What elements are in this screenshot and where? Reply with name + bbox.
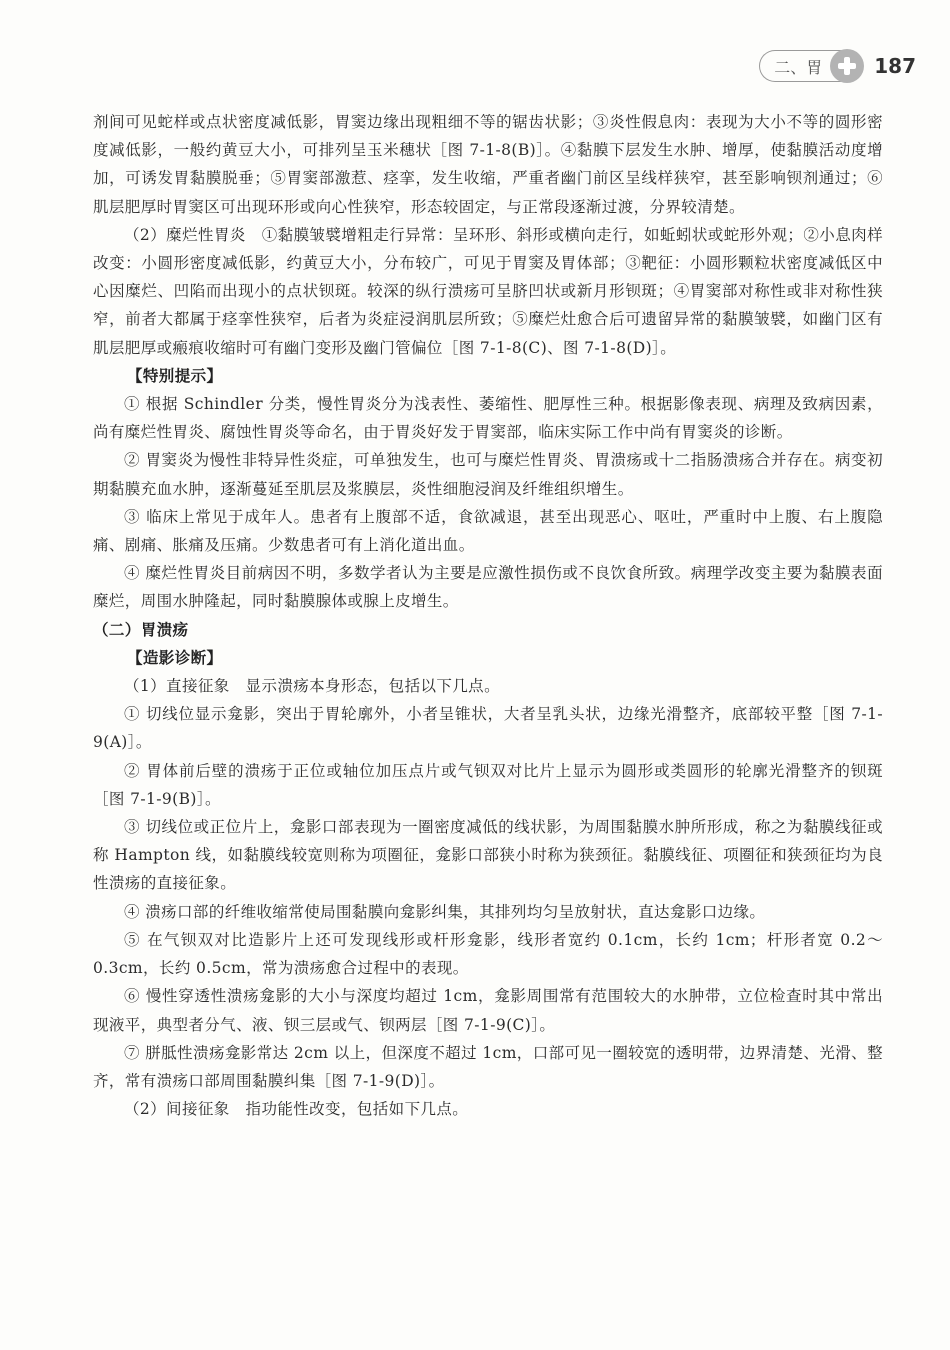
paragraph: （2）糜烂性胃炎 ①黏膜皱襞增粗走行异常：呈环形、斜形或横向走行，如蚯蚓状或蛇形外观；②小息肉样改变：小圆形密度减低影，约黄豆大小，分布较广，可见于胃窦及胃体部；③靶征：小圆形颗粒状密度减低区中心因糜烂、凹陷而出现小的点状钡斑。较深的纵行溃疡可呈脐凹状或新月形钡斑；④胃窦部对称性或非对称性狭窄，前者大都属于痉挛性狭窄，后者为炎症浸润肌层所致；⑤糜烂灶愈合后可遗留异常的黏膜皱襞，如幽门区有肌层肥厚或瘢痕收缩时可有幽门变形及幽门管偏位［图 7-1-8(C)、图 7-1-8(D)］。 bbox=[93, 225, 883, 357]
paragraph: ② 胃窦炎为慢性非特异性炎症，可单独发生，也可与糜烂性胃炎、胃溃疡或十二指肠溃疡合并存在。病变初期黏膜充血水肿，逐渐蔓延至肌层及浆膜层，炎性细胞浸润及纤维组织增生。 bbox=[93, 451, 883, 498]
paragraph: ④ 溃疡口部的纤维收缩常使局围黏膜向龛影纠集，其排列均匀呈放射状，直达龛影口边缘。 bbox=[124, 902, 766, 921]
paragraph: 剂间可见蛇样或点状密度减低影，胃窦边缘出现粗细不等的锯齿状影；③炎性假息肉：表现为大小不等的圆形密度减低影，一般约黄豆大小，可排列呈玉米穗状［图 7-1-8(B)］。④黏膜下层发生水肿、增厚，使黏膜活动度增加，可诱发胃黏膜脱垂；⑤胃窦部激惹、痉挛，发生收缩，严重者幽门前区呈线样狭窄，甚至影响钡剂通过；⑥肌层肥厚时胃窦区可出现环形或向心性狭窄，形态较固定，与正常段逐渐过渡，分界较清楚。 bbox=[93, 113, 883, 216]
paragraph: ⑦ 胼胝性溃疡龛影常达 2cm 以上，但深度不超过 1cm，口部可见一圈较宽的透明带，边界清楚、光滑、整齐，常有溃疡口部周围黏膜纠集［图 7-1-9(D)］。 bbox=[93, 1043, 883, 1090]
page-number: 187 bbox=[874, 54, 916, 78]
diagnosis-label: 【造影诊断】 bbox=[127, 648, 223, 667]
plus-icon bbox=[830, 49, 864, 83]
paragraph: ② 胃体前后壁的溃疡于正位或轴位加压点片或气钡双对比片上显示为圆形或类圆形的轮廓光滑整齐的钡斑［图 7-1-9(B)］。 bbox=[93, 761, 883, 808]
paragraph: ① 切线位显示龛影，突出于胃轮廓外，小者呈锥状，大者呈乳头状，边缘光滑整齐，底部较平整［图 7-1-9(A)］。 bbox=[93, 705, 883, 752]
paragraph: ⑥ 慢性穿透性溃疡龛影的大小与深度均超过 1cm，龛影周围常有范围较大的水肿带，立位检查时其中常出现液平，典型者分气、液、钡三层或气、钡两层［图 7-1-9(C)］。 bbox=[93, 987, 883, 1034]
section-heading: （二）胃溃疡 bbox=[93, 620, 189, 639]
paragraph: ⑤ 在气钡双对比造影片上还可发现线形或杆形龛影，线形者宽约 0.1cm，长约 1cm；杆形者宽 0.2～0.3cm，长约 0.5cm，常为溃疡愈合过程中的表现。 bbox=[93, 930, 883, 978]
paragraph: （1）直接征象 显示溃疡本身形态，包括以下几点。 bbox=[124, 677, 500, 696]
paragraph: ① 根据 Schindler 分类，慢性胃炎分为浅表性、萎缩性、肥厚性三种。根据影像表现、病理及致病因素，尚有糜烂性胃炎、腐蚀性胃炎等命名，由于胃炎好发于胃窦部，临床实际工作中尚有胃窦炎的诊断。 bbox=[93, 395, 883, 442]
paragraph: ④ 糜烂性胃炎目前病因不明，多数学者认为主要是应激性损伤或不良饮食所致。病理学改变主要为黏膜表面糜烂，周围水肿隆起，同时黏膜腺体或腺上皮增生。 bbox=[93, 564, 883, 611]
chapter-label: 二、胃 bbox=[774, 57, 823, 77]
paragraph: ③ 切线位或正位片上，龛影口部表现为一圈密度减低的线状影，为周围黏膜水肿所形成，称之为黏膜线征或称 Hampton 线，如黏膜线较宽则称为项圈征，龛影口部狭小时称为狭颈征。黏膜线征、项圈征和狭颈征均为良性溃疡的直接征象。 bbox=[93, 818, 883, 893]
paragraph: （2）间接征象 指功能性改变，包括如下几点。 bbox=[124, 1100, 469, 1119]
paragraph: ③ 临床上常见于成年人。患者有上腹部不适，食欲减退，甚至出现恶心、呕吐，严重时中上腹、右上腹隐痛、剧痛、胀痛及压痛。少数患者可有上消化道出血。 bbox=[93, 507, 883, 555]
special-note-label: 【特别提示】 bbox=[127, 366, 223, 385]
page-body bbox=[93, 108, 883, 1123]
page-header bbox=[759, 48, 916, 84]
